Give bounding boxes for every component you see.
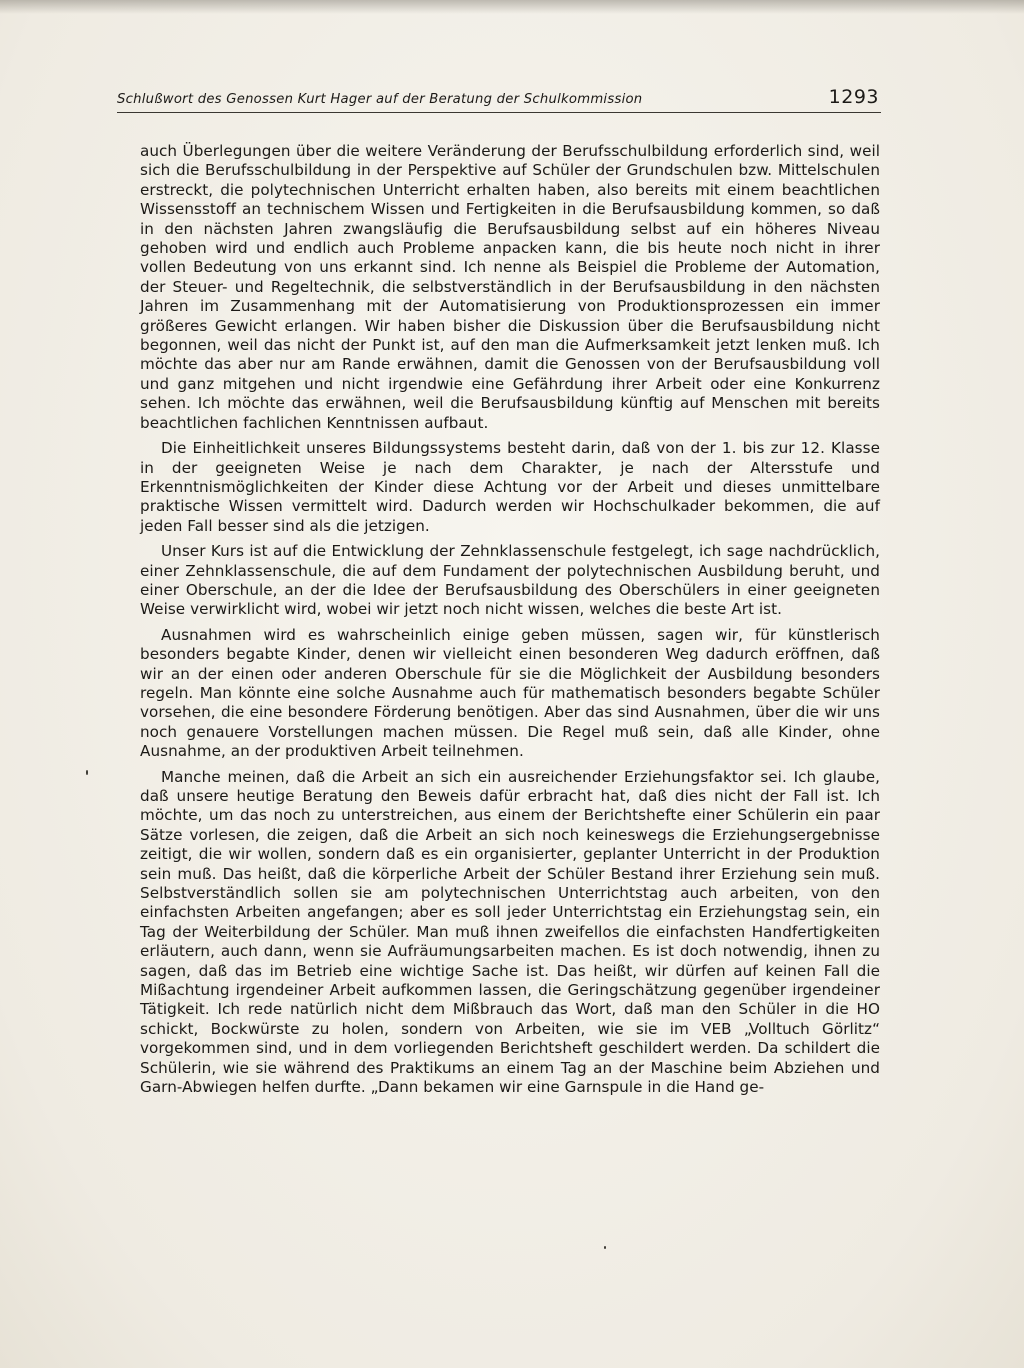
- body-text: [140, 142, 880, 1104]
- scan-shadow-edge: [0, 0, 1024, 14]
- paragraph: auch Überlegungen über die weitere Veränderung der Berufsschulbildung erforderlich sind, weil sich die Berufsschulbildung in der Perspektive auf Schüler der Grundschulen bzw. Mittelschulen erstreckt, die polytechnischen Unterricht erhalten haben, also bereits mit einem beachtlichen Wissensstoff an technischem Wissen und Fertigkeiten in die Berufsausbildung kommen, so daß in den nächsten Jahren zwangsläufig die Berufsausbildung selbst auf ein höheres Niveau gehoben wird und endlich auch Probleme anpacken kann, die bis heute noch nicht in ihrer vollen Bedeutung von uns erkannt sind. Ich nenne als Beispiel die Probleme der Automation, der Steuer- und Regeltechnik, die selbstverständlich in der Berufsausbildung in den nächsten Jahren im Zusammenhang mit der Automatisierung von Produktionsprozessen ein immer größeres Gewicht erlangen. Wir haben bisher die Diskussion über die Berufsausbildung nicht begonnen, weil das nicht der Punkt ist, auf den man die Aufmerksamkeit jetzt lenken muß. Ich möchte das aber nur am Rande erwähnen, damit die Genossen von der Berufsausbildung voll und ganz mitgehen und nicht irgendwie eine Gefährdung ihrer Arbeit oder eine Konkurrenz sehen. Ich möchte das erwähnen, weil die Berufsausbildung künftig auf Menschen mit bereits beachtlichen fachlichen Kenntnissen aufbaut.: [140, 142, 880, 432]
- running-head: Schlußwort des Genossen Kurt Hager auf der Beratung der Schulkommission: [117, 92, 643, 107]
- page-number: 1293: [828, 86, 879, 108]
- header-rule: [117, 112, 881, 113]
- paragraph: Unser Kurs ist auf die Entwicklung der Zehnklassenschule festgelegt, ich sage nachdrücklich, einer Zehnklassenschule, die auf dem Fundament der polytechnischen Ausbildung beruht, und einer Oberschule, an der die Idee der Berufsausbildung des Oberschülers in einer geeigneten Weise verwirklicht wird, wobei wir jetzt noch nicht wissen, welches die beste Art ist.: [140, 542, 880, 619]
- page-header: [117, 86, 881, 114]
- paragraph: Die Einheitlichkeit unseres Bildungssystems besteht darin, daß von der 1. bis zur 12. Klasse in der geeigneten Weise je nach dem Charakter, je nach der Altersstufe und Erkenntnismöglichkeiten der Kinder diese Achtung vor der Arbeit und dieses unmittelbare praktische Wissen vermittelt wird. Dadurch werden wir Hochschulkader bekommen, die auf jeden Fall besser sind als die jetzigen.: [140, 439, 880, 535]
- paragraph: Ausnahmen wird es wahrscheinlich einige geben müssen, sagen wir, für künstlerisch besonders begabte Kinder, denen wir vielleicht einen besonderen Weg dadurch eröffnen, daß wir an der einen oder anderen Oberschule für sie die Möglichkeit der Ausbildung besonders regeln. Man könnte eine solche Ausnahme auch für mathematisch besonders begabte Schüler vorsehen, die eine besondere Förderung benötigen. Aber das sind Ausnahmen, über die wir uns noch genauere Vorstellungen machen müssen. Die Regel muß sein, daß alle Kinder, ohne Ausnahme, an der produktiven Arbeit teilnehmen.: [140, 625, 880, 761]
- scan-speck: [86, 770, 88, 775]
- paragraph: Manche meinen, daß die Arbeit an sich ein ausreichender Erziehungsfaktor sei. Ich glaube, daß unsere heutige Beratung den Beweis dafür erbracht hat, daß dies nicht der Fall ist. Ich möchte, um das noch zu unterstreichen, aus einem der Berichtshefte einer Schülerin ein paar Sätze vorlesen, die zeigen, daß die Arbeit an sich noch keineswegs die Erziehungsergebnisse zeitigt, die wir wollen, sondern daß es ein organisierter, geplanter Unterricht in der Produktion sein muß. Das heißt, daß die körperliche Arbeit der Schüler Bestand ihrer Erziehung sein muß. Selbstverständlich sollen sie am polytechnischen Unterrichtstag auch arbeiten, von den einfachsten Arbeiten angefangen; aber es soll jeder Unterrichtstag ein Erziehungstag sein, ein Tag der Weiterbildung der Schüler. Man muß ihnen zweifellos die einfachsten Handfertigkeiten erläutern, auch dann, wenn sie Aufräumungsarbeiten machen. Es ist doch notwendig, ihnen zu sagen, daß das im Betrieb eine wichtige Sache ist. Das heißt, wir dürfen auf keinen Fall die Mißachtung irgendeiner Arbeit aufkommen lassen, die Geringschätzung gegenüber irgendeiner Tätigkeit. Ich rede natürlich nicht dem Mißbrauch das Wort, daß man den Schüler in die HO schickt, Bockwürste zu holen, sondern von Arbeiten, wie sie im VEB „Volltuch Görlitz“ vorgekommen sind, und in dem vorliegenden Berichtsheft geschildert werden. Da schildert die Schülerin, wie sie während des Praktikums an einem Tag an der Maschine beim Abziehen und Garn-Abwiegen helfen durfte. „Dann bekamen wir eine Garnspule in die Hand ge-: [140, 767, 880, 1097]
- scan-speck: [604, 1246, 606, 1249]
